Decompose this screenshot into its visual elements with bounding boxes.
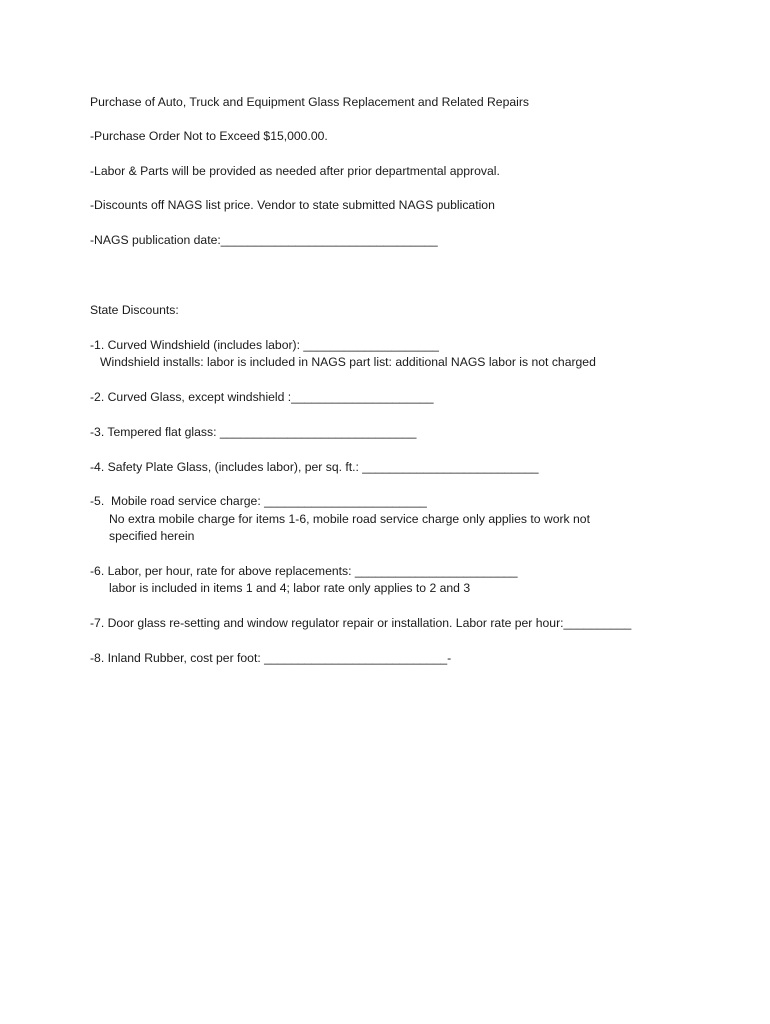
document-title: Purchase of Auto, Truck and Equipment Glass Replacement and Related Repairs [90, 95, 529, 109]
discounts-heading: State Discounts: [90, 303, 179, 317]
discount-item-2: -2. Curved Glass, except windshield :_____________________ [90, 390, 434, 404]
discount-item-1: -1. Curved Windshield (includes labor): ____________________ [90, 338, 439, 352]
discount-item-5-note-cont: specified herein [109, 529, 195, 543]
term-not-to-exceed: -Purchase Order Not to Exceed $15,000.00. [90, 129, 328, 143]
discount-item-7: -7. Door glass re-setting and window regulator repair or installation. Labor rate per hour:__________ [90, 616, 632, 630]
discount-item-4: -4. Safety Plate Glass, (includes labor), per sq. ft.: __________________________ [90, 460, 539, 474]
discount-item-6-note: labor is included in items 1 and 4; labor rate only applies to 2 and 3 [109, 581, 471, 595]
discount-item-8: -8. Inland Rubber, cost per foot: ___________________________- [90, 651, 452, 665]
term-labor-parts: -Labor & Parts will be provided as needed after prior departmental approval. [90, 164, 500, 178]
term-nags-date: -NAGS publication date:________________________________ [90, 233, 438, 247]
term-discounts: -Discounts off NAGS list price. Vendor to state submitted NAGS publication [90, 198, 495, 212]
discount-item-3: -3. Tempered flat glass: _____________________________ [90, 425, 417, 439]
discount-item-5-note: No extra mobile charge for items 1-6, mobile road service charge only applies to work not [109, 512, 590, 526]
discount-item-5: -5. Mobile road service charge: ________________________ [90, 494, 427, 508]
discount-item-1-note: Windshield installs: labor is included in NAGS part list: additional NAGS labor is not charged [100, 355, 596, 369]
discount-item-6: -6. Labor, per hour, rate for above replacements: ________________________ [90, 564, 518, 578]
